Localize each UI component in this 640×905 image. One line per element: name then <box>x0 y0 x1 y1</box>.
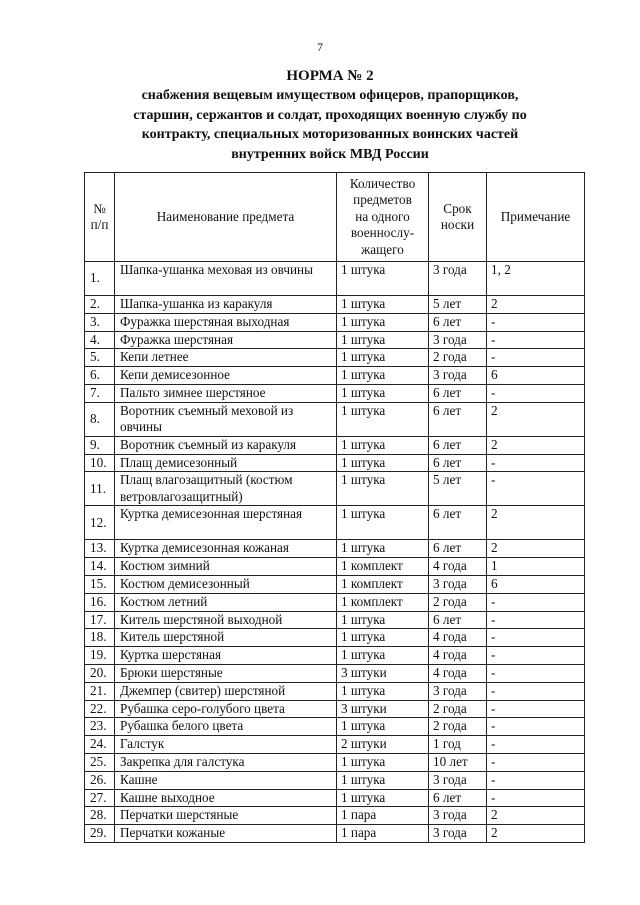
header-number-abbr: п/п <box>90 217 109 232</box>
row-number-cell: 27. <box>85 789 115 807</box>
note-cell: - <box>487 611 585 629</box>
note-cell: - <box>487 736 585 754</box>
wear-term-cell: 3 года <box>429 262 487 296</box>
wear-term-cell: 10 лет <box>429 753 487 771</box>
row-number-cell: 26. <box>85 771 115 789</box>
norm-subtitle-line: внутренних войск МВД России <box>231 146 429 162</box>
wear-term-cell: 3 года <box>429 367 487 385</box>
item-name-cell: Куртка шерстяная <box>115 647 337 665</box>
table-body <box>85 262 585 843</box>
note-cell: - <box>487 718 585 736</box>
table-row <box>85 629 585 647</box>
item-name-cell: Фуражка шерстяная <box>115 331 337 349</box>
quantity-cell: 1 штука <box>337 771 429 789</box>
norm-subtitle-line: старшин, сержантов и солдат, проходящих военную службу по <box>133 107 527 123</box>
item-name-cell: Закрепка для галстука <box>115 753 337 771</box>
row-number-cell: 12. <box>85 506 115 540</box>
row-number-cell: 7. <box>85 384 115 402</box>
wear-term-cell: 3 года <box>429 575 487 593</box>
note-cell: - <box>487 472 585 506</box>
row-number-cell: 24. <box>85 736 115 754</box>
row-number-cell: 18. <box>85 629 115 647</box>
wear-term-cell: 3 года <box>429 771 487 789</box>
table-row <box>85 402 585 436</box>
row-number-cell: 19. <box>85 647 115 665</box>
quantity-cell: 1 штука <box>337 296 429 314</box>
wear-term-cell: 6 лет <box>429 384 487 402</box>
item-name-cell: Кашне выходное <box>115 789 337 807</box>
table-row <box>85 736 585 754</box>
table-row <box>85 349 585 367</box>
header-number-sign: № <box>93 200 106 216</box>
table-row <box>85 540 585 558</box>
item-name-cell: Перчатки шерстяные <box>115 807 337 825</box>
table-row <box>85 771 585 789</box>
wear-term-cell: 6 лет <box>429 454 487 472</box>
item-name-cell: Куртка демисезонная шерстяная <box>115 506 337 540</box>
row-number-cell: 6. <box>85 367 115 385</box>
wear-term-cell: 4 года <box>429 629 487 647</box>
note-cell: - <box>487 647 585 665</box>
row-number-cell: 29. <box>85 825 115 843</box>
wear-term-cell: 3 года <box>429 331 487 349</box>
note-cell: - <box>487 771 585 789</box>
item-name-cell: Брюки шерстяные <box>115 664 337 682</box>
note-cell: - <box>487 682 585 700</box>
table-row <box>85 367 585 385</box>
document-title <box>60 66 600 164</box>
wear-term-cell: 6 лет <box>429 436 487 454</box>
item-name-cell: Китель шерстяной выходной <box>115 611 337 629</box>
note-cell: 2 <box>487 825 585 843</box>
table-row <box>85 789 585 807</box>
item-name-cell: Пальто зимнее шерстяное <box>115 384 337 402</box>
table-row <box>85 700 585 718</box>
note-cell: 2 <box>487 436 585 454</box>
quantity-cell: 1 штука <box>337 436 429 454</box>
note-cell: - <box>487 454 585 472</box>
table-row <box>85 647 585 665</box>
norm-heading: НОРМА № 2 <box>286 68 374 84</box>
quantity-cell: 1 штука <box>337 506 429 540</box>
wear-term-cell: 4 года <box>429 558 487 576</box>
wear-term-cell: 4 года <box>429 664 487 682</box>
item-name-cell: Джемпер (свитер) шерстяной <box>115 682 337 700</box>
quantity-cell: 1 комплект <box>337 575 429 593</box>
table-row <box>85 506 585 540</box>
item-name-cell: Кашне <box>115 771 337 789</box>
row-number-cell: 2. <box>85 296 115 314</box>
header-quantity-line: на одного <box>355 208 410 224</box>
norm-subtitle-line: снабжения вещевым имуществом офицеров, прапорщиков, <box>141 88 519 103</box>
row-number-cell: 21. <box>85 682 115 700</box>
quantity-cell: 1 штука <box>337 454 429 472</box>
row-number-cell: 3. <box>85 313 115 331</box>
quantity-cell: 2 штуки <box>337 736 429 754</box>
item-name-cell: Плащ влагозащитный (костюм ветровлагозащитный) <box>115 472 337 506</box>
note-cell: 2 <box>487 506 585 540</box>
quantity-cell: 1 пара <box>337 825 429 843</box>
item-name-cell: Шапка-ушанка меховая из овчины <box>115 262 337 296</box>
quantity-cell: 1 штука <box>337 262 429 296</box>
row-number-cell: 15. <box>85 575 115 593</box>
table-row <box>85 825 585 843</box>
wear-term-cell: 6 лет <box>429 402 487 436</box>
row-number-cell: 23. <box>85 718 115 736</box>
table-row <box>85 454 585 472</box>
item-name-cell: Воротник съемный меховой из овчины <box>115 402 337 436</box>
quantity-cell: 1 комплект <box>337 558 429 576</box>
wear-term-cell: 6 лет <box>429 540 487 558</box>
row-number-cell: 28. <box>85 807 115 825</box>
table-row <box>85 575 585 593</box>
wear-term-cell: 6 лет <box>429 611 487 629</box>
wear-term-cell: 3 года <box>429 807 487 825</box>
table-row <box>85 807 585 825</box>
quantity-cell: 1 штука <box>337 331 429 349</box>
quantity-cell: 1 штука <box>337 629 429 647</box>
header-quantity-line: Количество <box>349 175 416 191</box>
note-cell: 2 <box>487 402 585 436</box>
item-name-cell: Костюм зимний <box>115 558 337 576</box>
note-cell: - <box>487 593 585 611</box>
note-cell: - <box>487 629 585 647</box>
note-cell: - <box>487 313 585 331</box>
item-name-cell: Плащ демисезонный <box>115 454 337 472</box>
item-name-cell: Галстук <box>115 736 337 754</box>
item-name-cell: Шапка-ушанка из каракуля <box>115 296 337 314</box>
quantity-cell: 3 штуки <box>337 700 429 718</box>
table-row <box>85 682 585 700</box>
row-number-cell: 9. <box>85 436 115 454</box>
supply-norm-table <box>84 172 585 843</box>
norm-subtitle-line: контракту, специальных моторизованных воинских частей <box>141 127 519 142</box>
quantity-cell: 1 штука <box>337 402 429 436</box>
table-row <box>85 753 585 771</box>
wear-term-cell: 2 года <box>429 593 487 611</box>
item-name-cell: Кепи летнее <box>115 349 337 367</box>
wear-term-cell: 5 лет <box>429 296 487 314</box>
row-number-cell: 5. <box>85 349 115 367</box>
note-cell: 2 <box>487 807 585 825</box>
note-cell: 1, 2 <box>487 262 585 296</box>
quantity-cell: 1 штука <box>337 718 429 736</box>
row-number-cell: 4. <box>85 331 115 349</box>
quantity-cell: 1 комплект <box>337 593 429 611</box>
row-number-cell: 8. <box>85 402 115 436</box>
quantity-cell: 1 штука <box>337 540 429 558</box>
quantity-cell: 1 штука <box>337 472 429 506</box>
wear-term-cell: 2 года <box>429 718 487 736</box>
item-name-cell: Рубашка белого цвета <box>115 718 337 736</box>
wear-term-cell: 2 года <box>429 700 487 718</box>
quantity-cell: 1 штука <box>337 789 429 807</box>
table-row <box>85 558 585 576</box>
item-name-cell: Перчатки кожаные <box>115 825 337 843</box>
note-cell: 2 <box>487 296 585 314</box>
quantity-cell: 1 штука <box>337 367 429 385</box>
wear-term-cell: 3 года <box>429 682 487 700</box>
quantity-cell: 3 штуки <box>337 664 429 682</box>
wear-term-cell: 2 года <box>429 349 487 367</box>
item-name-cell: Фуражка шерстяная выходная <box>115 313 337 331</box>
table-row <box>85 313 585 331</box>
wear-term-cell: 3 года <box>429 825 487 843</box>
wear-term-cell: 6 лет <box>429 789 487 807</box>
header-quantity-line: жащего <box>361 241 404 257</box>
table-row <box>85 593 585 611</box>
note-cell: 6 <box>487 367 585 385</box>
note-cell: - <box>487 331 585 349</box>
note-cell: 1 <box>487 558 585 576</box>
table-header-row <box>85 173 585 262</box>
row-number-cell: 14. <box>85 558 115 576</box>
row-number-cell: 22. <box>85 700 115 718</box>
row-number-cell: 11. <box>85 472 115 506</box>
table-row <box>85 296 585 314</box>
header-number <box>85 173 115 262</box>
header-note: Примечание <box>487 173 585 262</box>
table-row <box>85 611 585 629</box>
quantity-cell: 1 штука <box>337 384 429 402</box>
quantity-cell: 1 штука <box>337 647 429 665</box>
note-cell: - <box>487 664 585 682</box>
row-number-cell: 1. <box>85 262 115 296</box>
quantity-cell: 1 пара <box>337 807 429 825</box>
note-cell: - <box>487 700 585 718</box>
item-name-cell: Рубашка серо-голубого цвета <box>115 700 337 718</box>
header-quantity-line: предметов <box>353 192 412 208</box>
wear-term-cell: 5 лет <box>429 472 487 506</box>
header-quantity <box>337 173 429 262</box>
row-number-cell: 17. <box>85 611 115 629</box>
header-term-line: носки <box>440 217 475 232</box>
table-row <box>85 718 585 736</box>
table-row <box>85 664 585 682</box>
wear-term-cell: 6 лет <box>429 313 487 331</box>
quantity-cell: 1 штука <box>337 682 429 700</box>
note-cell: - <box>487 753 585 771</box>
item-name-cell: Китель шерстяной <box>115 629 337 647</box>
row-number-cell: 25. <box>85 753 115 771</box>
header-quantity-line: военнослу- <box>350 225 415 241</box>
wear-term-cell: 4 года <box>429 647 487 665</box>
quantity-cell: 1 штука <box>337 611 429 629</box>
table-row <box>85 472 585 506</box>
note-cell: 6 <box>487 575 585 593</box>
wear-term-cell: 1 год <box>429 736 487 754</box>
item-name-cell: Куртка демисезонная кожаная <box>115 540 337 558</box>
item-name-cell: Костюм летний <box>115 593 337 611</box>
row-number-cell: 10. <box>85 454 115 472</box>
note-cell: 2 <box>487 540 585 558</box>
header-item-name: Наименование предмета <box>115 173 337 262</box>
header-term-line: Срок <box>443 200 472 216</box>
wear-term-cell: 6 лет <box>429 506 487 540</box>
row-number-cell: 13. <box>85 540 115 558</box>
table-row <box>85 331 585 349</box>
row-number-cell: 16. <box>85 593 115 611</box>
note-cell: - <box>487 789 585 807</box>
item-name-cell: Костюм демисезонный <box>115 575 337 593</box>
quantity-cell: 1 штука <box>337 313 429 331</box>
row-number-cell: 20. <box>85 664 115 682</box>
page-number: 7 <box>317 40 323 54</box>
table-row <box>85 262 585 296</box>
table-row <box>85 384 585 402</box>
quantity-cell: 1 штука <box>337 349 429 367</box>
item-name-cell: Кепи демисезонное <box>115 367 337 385</box>
note-cell: - <box>487 384 585 402</box>
note-cell: - <box>487 349 585 367</box>
quantity-cell: 1 штука <box>337 753 429 771</box>
item-name-cell: Воротник съемный из каракуля <box>115 436 337 454</box>
table-row <box>85 436 585 454</box>
header-wear-term <box>429 173 487 262</box>
